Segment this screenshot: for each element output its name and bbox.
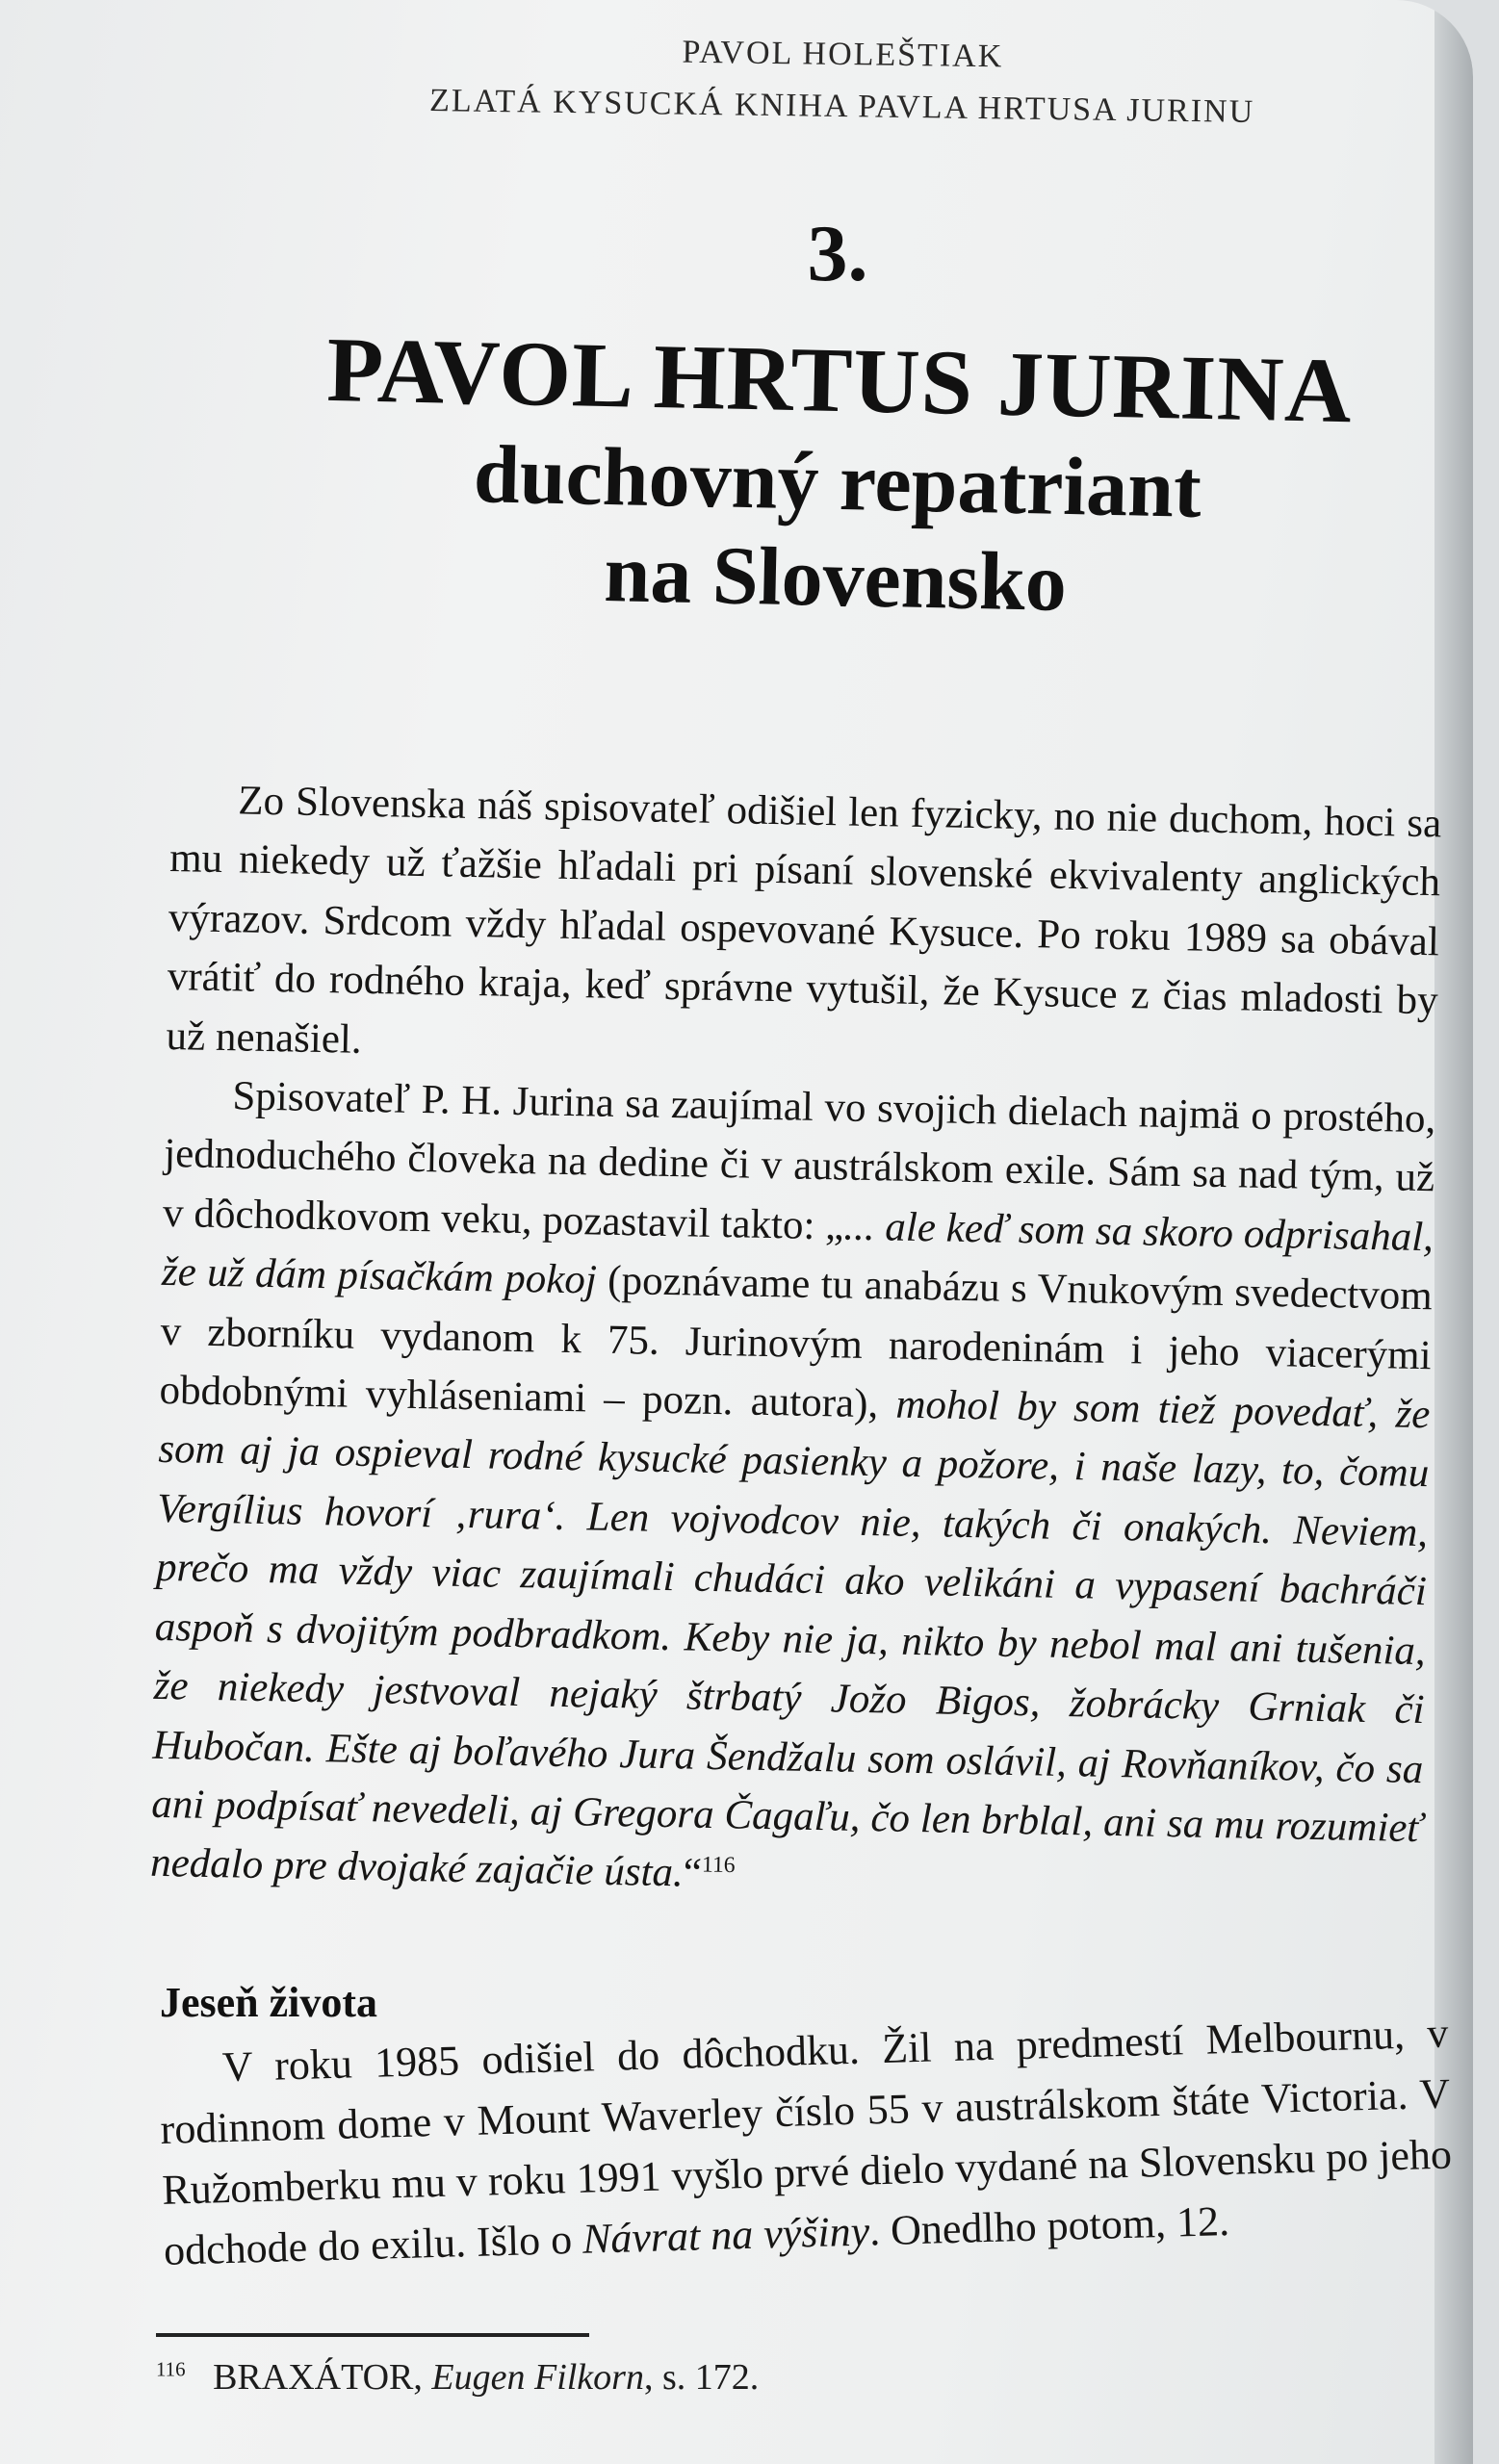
running-head-book-title: ZLATÁ KYSUCKÁ KNIHA PAVLA HRTUSA JURINU [428,83,1255,130]
paragraph-2-text: Spisovateľ P. H. Jurina sa zaujímal vo svojich dielach najmä o prostého, jednoduchého človeka na dedine či v austrálskom exile. Sám sa nad tým, už v dôchodkovom veku, pozastavil takto: „ [162,1073,1436,1249]
footnote-rule [156,2333,589,2337]
paragraph-3-text: V roku 1985 odišiel do dôchodku. Žil na predmestí Melbournu, v rodinnom dome v Mount Waverley číslo 55 v austrálskom štáte Victoria. V Ružomberku mu v roku 1991 vyšlo prvé dielo vydané na Slovensku po jeho odchode do exilu. Išlo o [159,2009,1453,2274]
paragraph-3 [158,2003,1455,2281]
footnote-number: 116 [156,2357,186,2381]
quote-italic-2: mohol by som tiež povedať, že som aj ja ospieval rodné kysucké pasienky a požore, i naše lazy, to, čomu Vergílius hovorí ‚rura‘. Len vojvodcov nie, takých či onakých. Neviem, prečo ma vždy viac zaujímali chudáci ako velikáni a vypasení bachráči aspoň s dvojitým podbradkom. Keby nie ja, nikto by nebol mal ani tušenia, že niekedy jestvoval nejaký štrbatý Jožo Bigos, žobrácky Grniak či Hubočan. Ešte aj boľavého Jura Šendžalu som oslávil, aj Rovňaníkov, čo sa ani podpísať nevedeli, aj Gregora Čagaľu, čo len brblal, ani sa mu rozumieť nedalo pre dvojaké zajačie ústa. [149,1381,1431,1896]
book-title-italic: Návrat na výšiny [582,2207,870,2263]
chapter-number: 3. [807,209,868,298]
running-head [288,21,1396,141]
paragraph-1: Zo Slovenska náš spisovateľ odišiel len fyzicky, no nie duchom, hoci sa mu niekedy už ťažšie hľadali pri písaní slovenské ekvivalenty anglických výrazov. Srdcom vždy hľadal ospevované Kysuce. Po roku 1989 sa obával vrátiť do rodného kraja, keď správne vytušil, že Kysuce z čias mladosti by už nenašiel. [166,778,1442,1063]
quote-close-mark: “ [683,1850,703,1897]
paragraph-2-aside: (poznávame tu anabázu s Vnukovým svedectvom v zborníku vydanom k 75. Jurinovým narodeninám i jeho viacerými obdobnými vyhláseniami – pozn. autora), [159,1257,1434,1427]
section-heading: Jeseň života [160,1979,378,2026]
footnote-page: , s. 172. [643,2357,760,2398]
paragraph-3-end: . Onedlho potom, 12. [868,2197,1230,2255]
running-head-author: PAVOL HOLEŠTIAK [682,34,1004,75]
footnote [156,2356,759,2399]
section-body [158,2003,1455,2281]
footnote-author: BRAXÁTOR, [213,2357,432,2398]
chapter-title-block [315,317,1360,637]
paragraph-2 [150,1065,1436,1917]
footnote-work: Eugen Filkorn [431,2357,644,2398]
footnote-reference: 116 [701,1852,736,1879]
chapter-subtitle-line1: duchovný repatriant [473,427,1202,535]
chapter-subtitle-line2: na Slovensko [603,526,1068,629]
chapter-title: PAVOL HRTUS JURINA [325,317,1354,443]
body-text [150,770,1442,1917]
quote-italic-1: ... ale keď som sa skoro odprisahal, že už dám písačkám pokoj [161,1203,1434,1303]
